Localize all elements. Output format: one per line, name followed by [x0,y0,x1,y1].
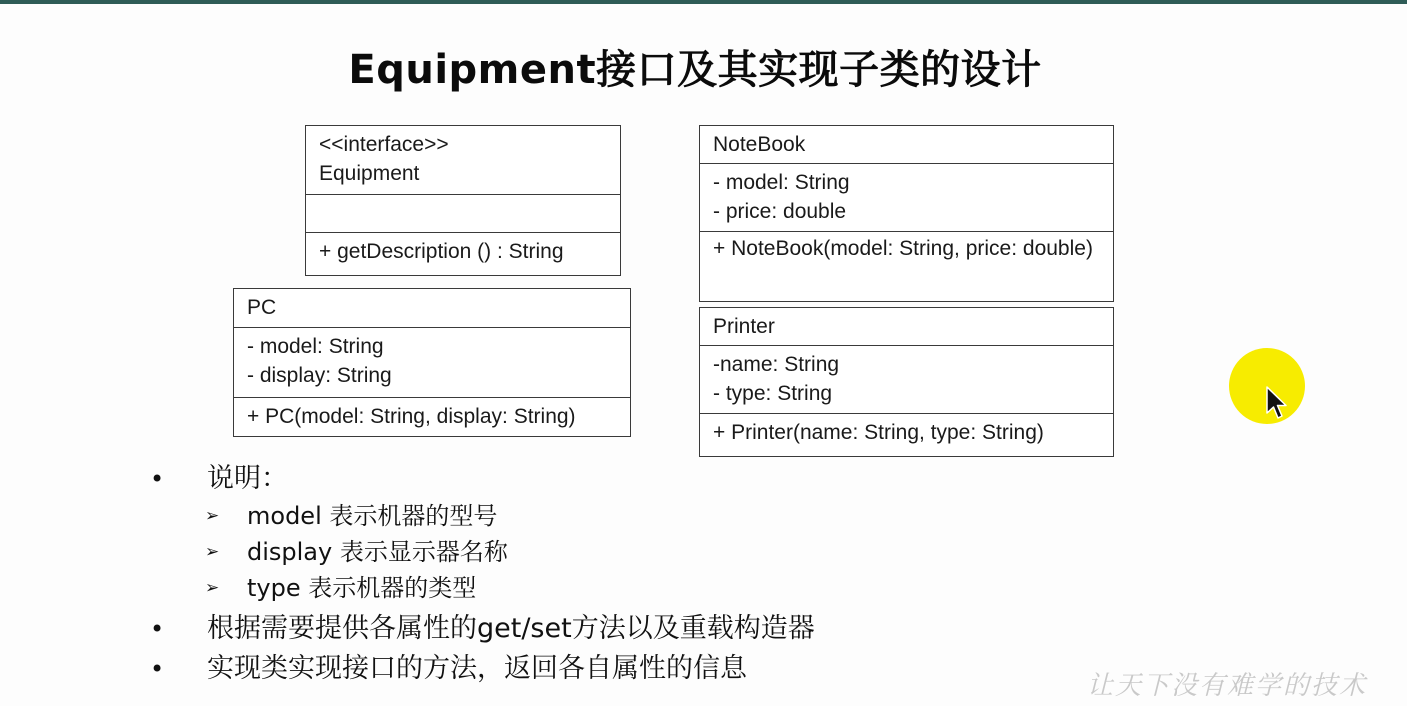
uml-attributes-section [234,328,630,398]
slide-title: Equipment接口及其实现子类的设计 [348,47,1042,93]
uml-class-name-section [234,289,630,328]
uml-attribute: - model: String [713,171,850,194]
uml-class-name-section [700,308,1113,346]
uml-attribute: - price: double [713,200,847,223]
top-rule [0,0,1407,4]
uml-attribute: - display: String [247,364,392,387]
uml-operations-section [700,232,1113,266]
uml-class-name: PC [247,296,277,319]
bullet-item [150,460,1050,498]
bullet-text: 说明： [207,463,288,494]
uml-attribute: -name: String [713,353,840,376]
uml-class-name: NoteBook [713,133,806,156]
uml-operations-section [234,398,630,434]
bullet-dot: • [150,615,165,643]
bullet-dot: • [150,655,165,683]
bullet-dot: • [150,465,165,493]
sub-bullet-text: type 表示机器的类型 [247,574,477,602]
bullet-item [150,610,1050,648]
uml-class-equipment [305,125,621,276]
uml-operation: + NoteBook(model: String, price: double) [713,237,1093,260]
uml-operation: + PC(model: String, display: String) [247,405,576,428]
uml-class-pc [233,288,631,437]
uml-attribute: - model: String [247,335,384,358]
uml-class-name: Equipment [319,162,420,185]
bullet-list [150,460,1050,688]
sub-bullet-item [150,498,1050,534]
bullet-text: 根据需要提供各属性的get/set方法以及重载构造器 [207,613,815,644]
uml-class-name-section [306,126,620,195]
sub-bullet-item [150,534,1050,570]
arrowhead-bullet: ➢ [205,506,220,526]
uml-operation: + getDescription () : String [319,240,564,263]
uml-class-name: Printer [713,315,775,338]
uml-class-notebook [699,125,1114,302]
uml-operations-section [306,233,620,269]
sub-bullet-item [150,570,1050,606]
watermark: 让天下没有难学的技术 [1086,671,1367,701]
sub-bullet-text: model 表示机器的型号 [247,502,498,530]
uml-attributes-section [306,195,620,233]
uml-operations-section [700,414,1113,450]
sub-bullet-text: display 表示显示器名称 [247,538,508,566]
bullet-item [150,650,1050,688]
uml-attributes-section [700,164,1113,232]
mouse-cursor-icon [1266,386,1288,420]
uml-stereotype: <<interface>> [319,133,449,156]
bullet-text: 实现类实现接口的方法，返回各自属性的信息 [207,653,747,684]
uml-class-printer [699,307,1114,457]
arrowhead-bullet: ➢ [205,542,220,562]
uml-class-name-section [700,126,1113,164]
arrowhead-bullet: ➢ [205,578,220,598]
uml-attributes-section [700,346,1113,414]
uml-attribute: - type: String [713,382,833,405]
uml-operation: + Printer(name: String, type: String) [713,421,1044,444]
